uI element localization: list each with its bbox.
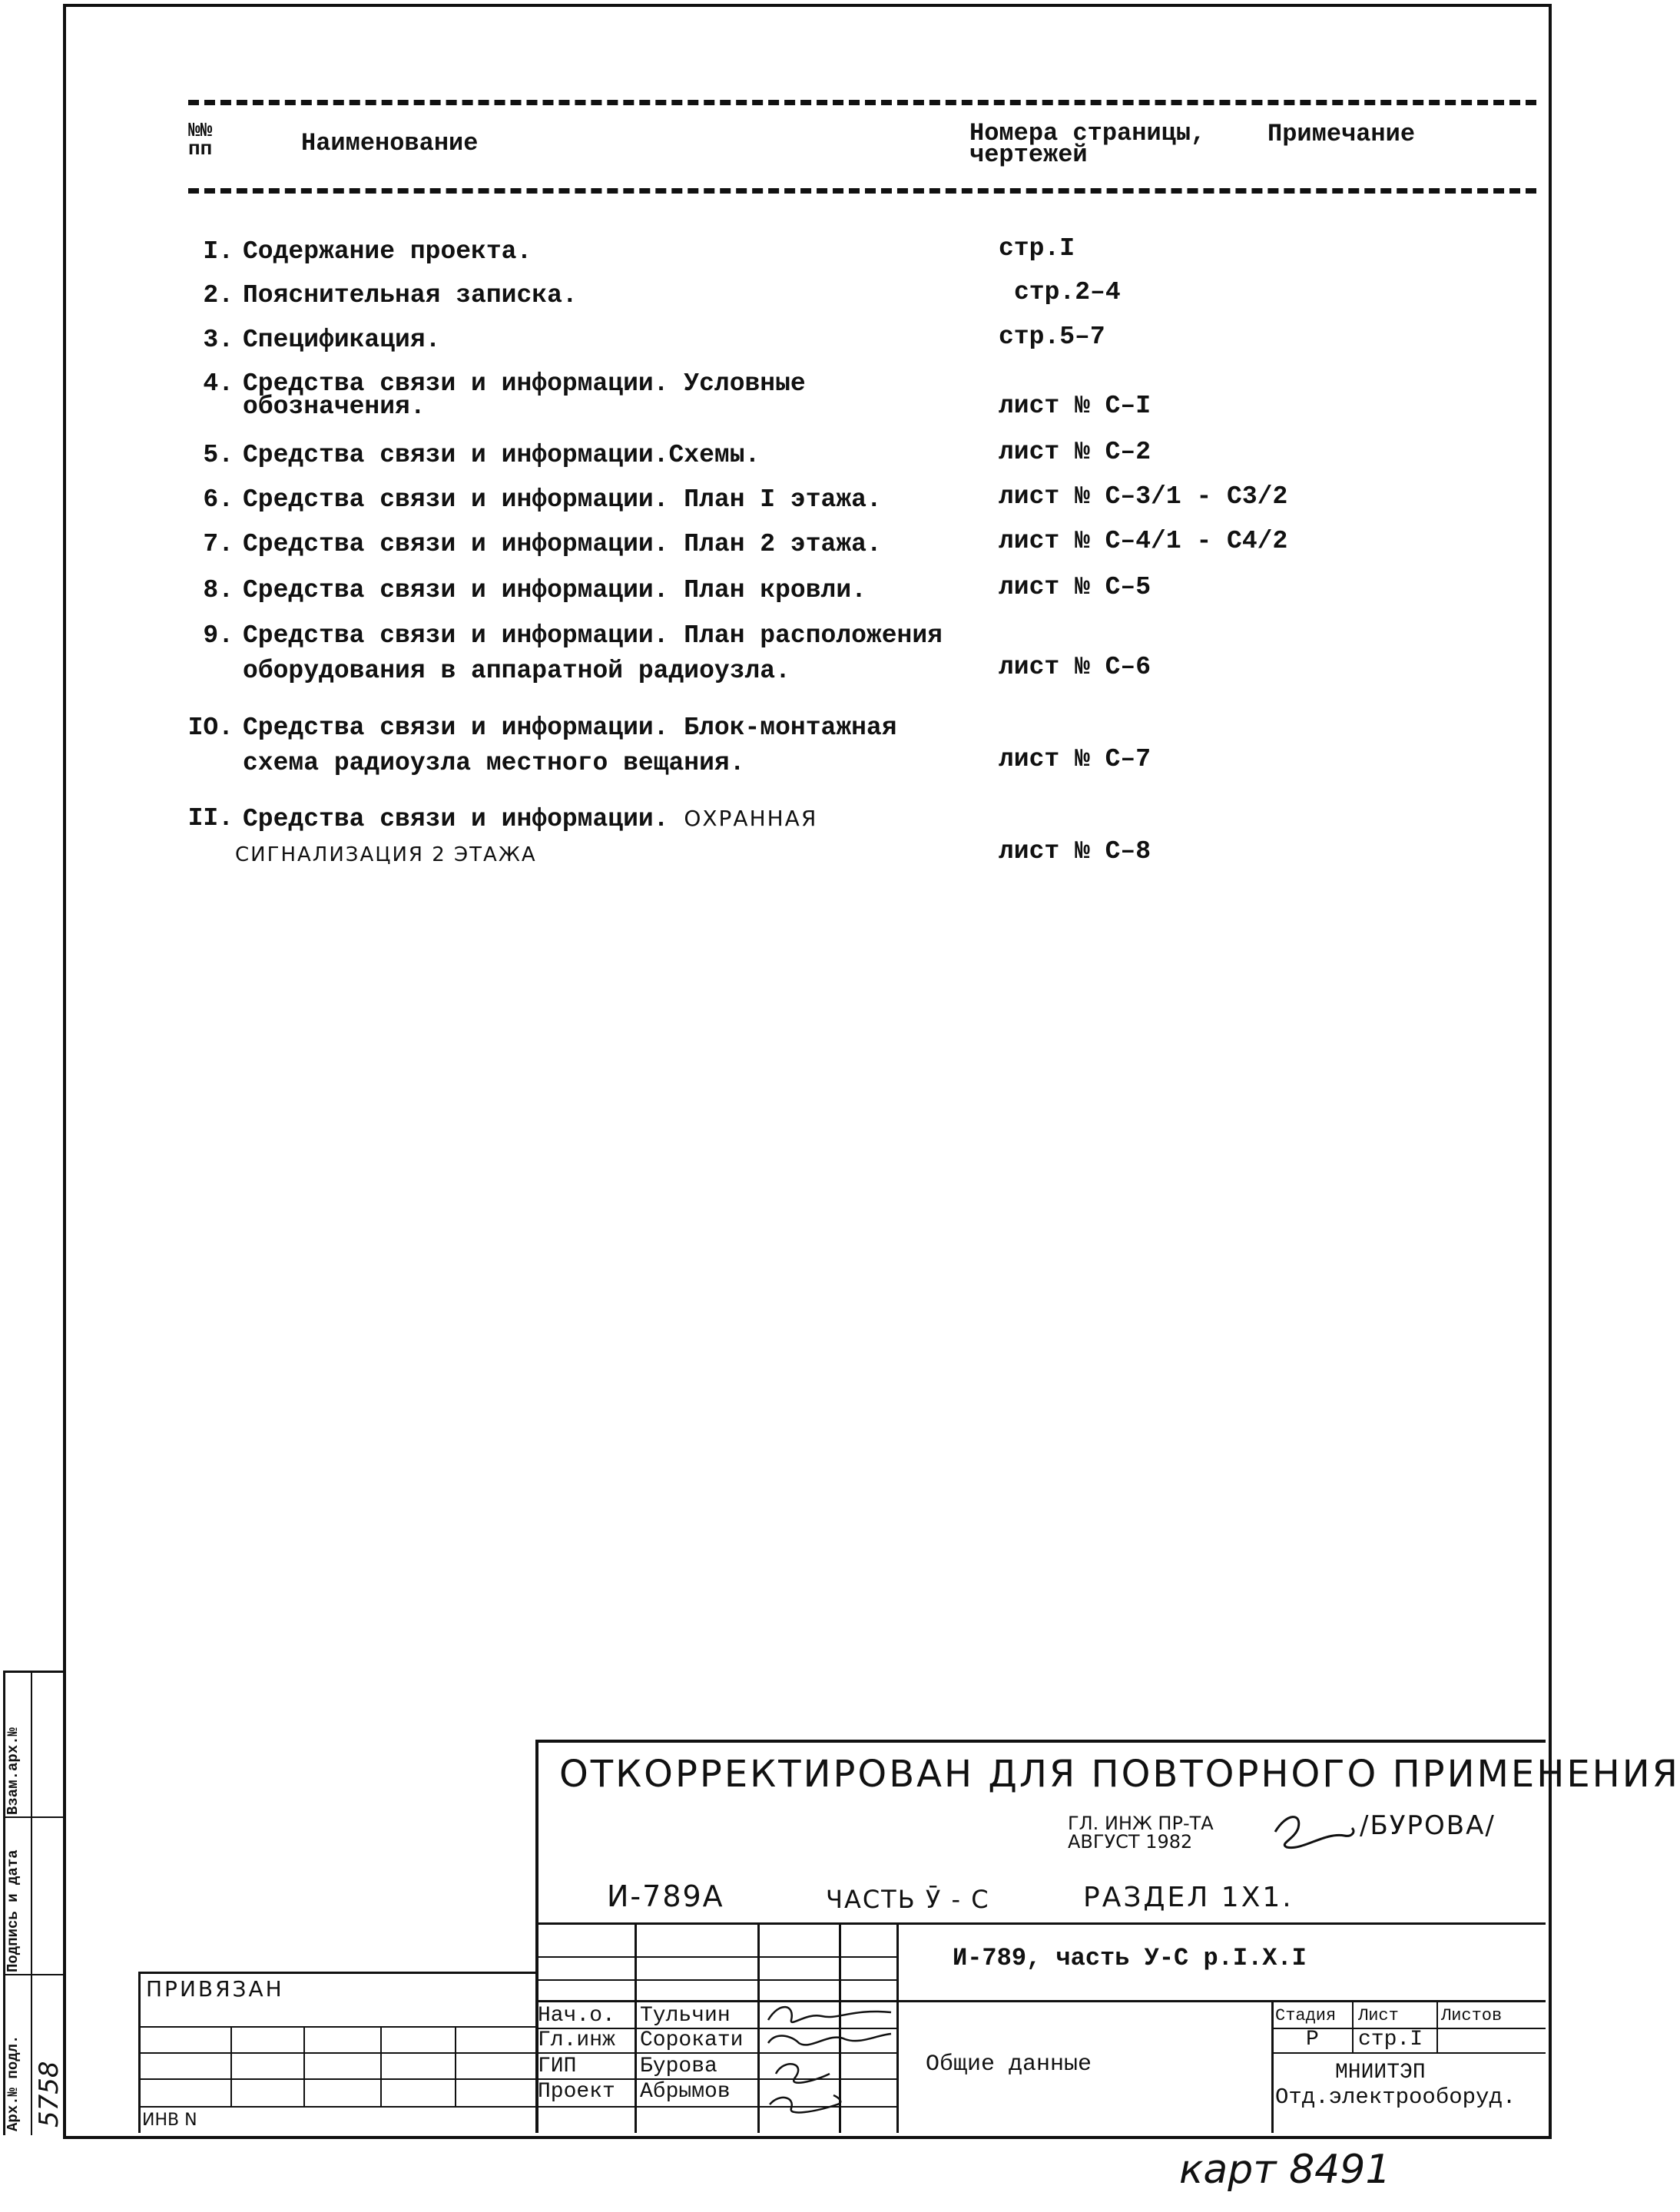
side-label: Взам.арх.№ [5, 1727, 22, 1815]
stamp-project-code: И-789А [607, 1879, 724, 1913]
page-ref: лист № С–3/1 - С3/2 [999, 482, 1288, 511]
page-ref: лист № С–2 [999, 438, 1151, 466]
tb-line [138, 2052, 535, 2054]
tb-line [1352, 2000, 1354, 2052]
list-item: 8. Средства связи и информации. План кровли. [203, 576, 867, 604]
tb-name: Сорокати [640, 2028, 744, 2052]
signatures-icon [760, 1997, 899, 2131]
tb-line [757, 1922, 760, 2133]
tb-designation: И-789, часть У-С р.I.X.I [953, 1944, 1307, 1972]
tb-sheet-value: стр.I [1358, 2028, 1423, 2051]
list-item: II. Средства связи и информации. ОХРАННАЯ СИГНАЛИЗАЦИЯ 2 ЭТАЖА [187, 804, 818, 866]
side-label: Подпись и дата [5, 1849, 22, 1972]
page-ref: лист № С–I [999, 392, 1151, 420]
stamp-surname: /БУРОВА/ [1360, 1810, 1496, 1841]
tb-line [3, 1816, 63, 1818]
col-header-note: Примечание [1267, 120, 1416, 148]
list-item: 3. Спецификация. [203, 326, 441, 354]
page-ref: стр.2–4 [1014, 278, 1121, 306]
stamp-part: ЧАСТЬ Ӯ - С [826, 1885, 990, 1914]
tb-role: Нач.о. [538, 2004, 615, 2028]
tb-sheets-label: Листов [1441, 2006, 1503, 2025]
signature-icon [1271, 1809, 1360, 1855]
tb-line [535, 1956, 896, 1958]
list-item: 4. Средства связи и информации. Условные обозначения. [203, 369, 806, 421]
col-header-pages: Номера страницы, чертежей [969, 119, 1206, 169]
tb-line [138, 2026, 535, 2028]
tb-stage-label: Стадия [1275, 2006, 1337, 2025]
tb-line [31, 1671, 32, 2135]
list-item: 7. Средства связи и информации. План 2 этажа. [203, 530, 882, 558]
page-ref: стр.I [999, 234, 1075, 263]
tb-organization: МНИИТЭП [1335, 2061, 1426, 2085]
tb-role: ГИП [538, 2055, 577, 2078]
tb-line [535, 1979, 896, 1981]
page-ref: лист № С–4/1 - С4/2 [999, 527, 1288, 555]
page-ref: стр.5–7 [999, 323, 1105, 351]
side-number: 5758 [34, 2061, 65, 2128]
tb-line [138, 2078, 535, 2080]
list-item: I. Содержание проекта. [203, 237, 532, 266]
tb-sheet-label: Лист [1358, 2006, 1399, 2025]
attached-label: ПРИВЯЗАН [146, 1976, 284, 2002]
tb-title: Общие данные [926, 2051, 1092, 2078]
stamp-corrected-text: ОТКОРРЕКТИРОВАН ДЛЯ ПОВТОРНОГО ПРИМЕНЕНИЯ [559, 1753, 1680, 1796]
attach-border-top [138, 1972, 535, 1974]
list-item: 5. Средства связи и информации.Схемы. [203, 441, 760, 469]
tb-line [1271, 2052, 1546, 2054]
tb-line [303, 2026, 305, 2106]
side-stamp [0, 1671, 63, 2135]
page-ref: лист № С–7 [999, 745, 1151, 773]
tb-line [535, 1922, 1546, 1925]
tb-line [635, 1922, 637, 2133]
tb-line [138, 2106, 535, 2108]
footer-note: карт 8491 [1179, 2147, 1391, 2193]
tb-line [230, 2026, 232, 2106]
stamp-chief-engineer: ГЛ. ИНЖ ПР-ТА [1068, 1813, 1214, 1834]
tb-line [535, 2000, 1546, 2002]
list-item: IO. Средства связи и информации. Блок-монтажная схема радиоузла местного вещания. [187, 714, 897, 777]
inv-label: ИНВ N [142, 2111, 197, 2130]
tb-line [1271, 2000, 1274, 2133]
tb-role: Проект [538, 2080, 615, 2104]
col-header-num: №№ пп [188, 119, 213, 161]
tb-line [380, 2026, 382, 2106]
stamp-border-top [535, 1740, 1546, 1743]
list-item: 9. Средства связи и информации. План расположения оборудования в аппаратной радиоузла. [203, 621, 943, 685]
header-rule-bottom [188, 188, 1536, 194]
header-rule-top [188, 100, 1536, 105]
tb-stage-value: Р [1306, 2028, 1319, 2051]
tb-department: Отд.электрооборуд. [1275, 2085, 1516, 2110]
list-item: 2. Пояснительная записка. [203, 281, 578, 310]
tb-role: Гл.инж [538, 2028, 615, 2052]
side-label: Арх.№ подл. [5, 2035, 22, 2131]
list-item: 6. Средства связи и информации. План I этажа. [203, 485, 882, 514]
page-ref: лист № С–6 [999, 653, 1151, 681]
tb-line [1436, 2000, 1438, 2052]
page-ref: лист № С–5 [999, 573, 1151, 601]
page-ref: лист № С–8 [999, 837, 1151, 866]
stamp-section: РАЗДЕЛ 1Х1. [1083, 1882, 1294, 1913]
tb-name: Тульчин [640, 2004, 731, 2028]
tb-name: Абрымов [640, 2080, 731, 2104]
col-header-name: Наименование [301, 129, 479, 157]
tb-name: Бурова [640, 2055, 717, 2078]
stamp-date: АВГУСТ 1982 [1068, 1831, 1193, 1853]
tb-line [455, 2026, 456, 2106]
